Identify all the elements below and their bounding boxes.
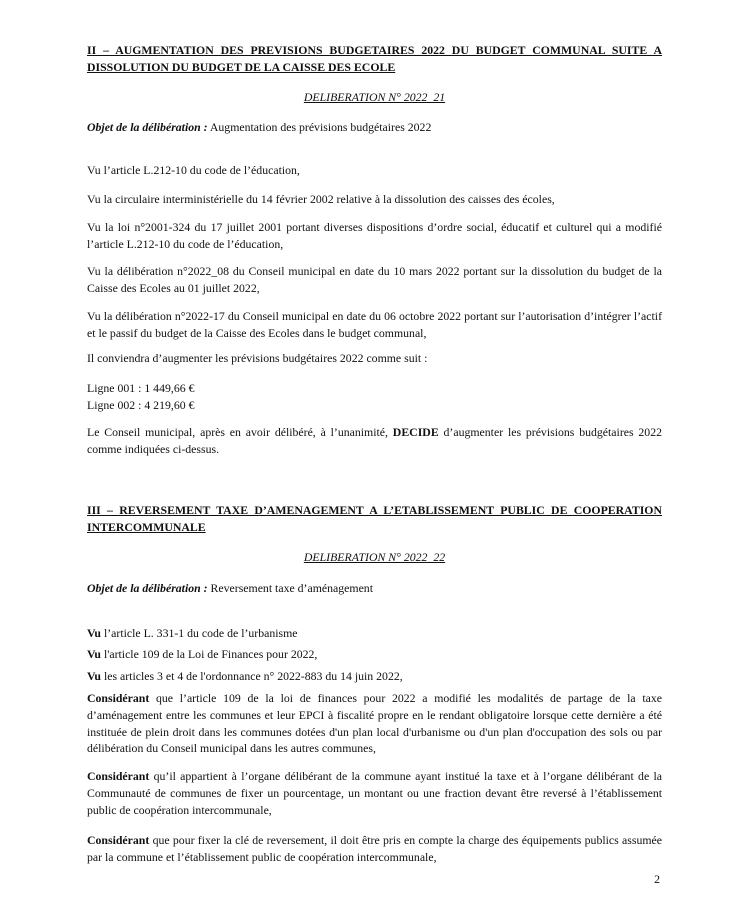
section-2-heading: II – AUGMENTATION DES PREVISIONS BUDGETAIRES 2022 DU BUDGET COMMUNAL SUITE A DISSOLUTION DU BUDGET DE LA CAISSE DES ECOLE [87,43,662,74]
vu-keyword: Vu [87,647,101,661]
considerant-keyword: Considérant [87,769,150,783]
vu-paragraph: Vu la délibération n°2022_08 du Conseil municipal en date du 10 mars 2022 portant sur la dissolution du budget de la Caisse des Ecoles au 01 juillet 2022, [87,264,662,295]
considerant-paragraph [87,768,662,818]
considerant-text: que l’article 109 de la loi de finances pour 2022 a modifié les modalités de partage de la taxe d’aménagement entre les communes et leur EPCI à fiscalité propre en le rendant obligatoire lorsque cette dernière a été instituée de plein droit dans les communes dotées d'un plan local d'urbanisme ou d'un plan d'occupation des sols ou par délibération du Conseil municipal dans les autres communes, [87,691,662,756]
vu-keyword: Vu [87,669,101,683]
vu-paragraph: Vu la circulaire interministérielle du 14 février 2002 relative à la dissolution des caisses des écoles, [87,192,555,206]
vu-paragraph [87,625,662,642]
objet-line-section-3 [87,580,662,597]
section-3-heading: III – REVERSEMENT TAXE D’AMENAGEMENT A L’ETABLISSEMENT PUBLIC DE COOPERATION INTERCOMMUNALE [87,503,662,534]
objet-label: Objet de la délibération : [87,120,208,134]
decision-keyword: DECIDE [392,425,439,439]
deliberation-number-2022-21: DELIBERATION N° 2022_21 [303,90,446,104]
decision-paragraph [87,424,662,458]
vu-paragraph [87,668,662,685]
considerant-text: qu’il appartient à l’organe délibérant de la commune ayant institué la taxe et à l’organe délibérant de la Communauté de communes de fixer un pourcentage, un montant ou une fraction devant être reversé à l’établissement public de coopération intercommunale, [87,769,662,817]
objet-label: Objet de la délibération : [87,581,208,595]
decision-text: d’augmenter les prévisions budgétaires 2022 comme indiquées ci-dessus. [87,425,662,456]
vu-paragraph: Vu l’article L.212-10 du code de l’éducation, [87,163,300,177]
objet-line-section-2 [87,119,662,136]
considerant-keyword: Considérant [87,691,150,705]
vu-text: les articles 3 et 4 de l'ordonnance n° 2022-883 du 14 juin 2022, [101,669,403,683]
considerant-paragraph [87,690,662,757]
decision-text: Le Conseil municipal, après en avoir délibéré, à l’unanimité, [87,425,393,439]
vu-paragraph: Vu la délibération n°2022-17 du Conseil municipal en date du 06 octobre 2022 portant sur l’autorisation d’intégrer l’actif et le passif du budget de la Caisse des Ecoles dans le budget communal, [87,309,662,340]
vu-paragraph [87,646,662,663]
vu-keyword: Vu [87,626,101,640]
considerant-keyword: Considérant [87,833,150,847]
conviendra-paragraph: Il conviendra d’augmenter les prévisions budgétaires 2022 comme suit : [87,351,428,365]
objet-text: Augmentation des prévisions budgétaires 2022 [207,120,432,134]
deliberation-number-2022-22: DELIBERATION N° 2022_22 [303,550,446,564]
objet-text: Reversement taxe d’aménagement [207,581,373,595]
vu-text: l'article 109 de la Loi de Finances pour 2022, [101,647,318,661]
page-number: 2 [654,872,660,886]
ligne-002: Ligne 002 : 4 219,60 € [87,398,195,412]
vu-paragraph: Vu la loi n°2001-324 du 17 juillet 2001 portant diverses dispositions d’ordre social, éducatif et culturel qui a modifié l’article L.212-10 du code de l’éducation, [87,220,662,251]
considerant-text: que pour fixer la clé de reversement, il doit être pris en compte la charge des équipements publics assumée par la commune et l’établissement public de coopération intercommunale, [87,833,662,864]
vu-text: l’article L. 331-1 du code de l’urbanisme [101,626,298,640]
considerant-paragraph [87,832,662,866]
ligne-001: Ligne 001 : 1 449,66 € [87,381,195,395]
